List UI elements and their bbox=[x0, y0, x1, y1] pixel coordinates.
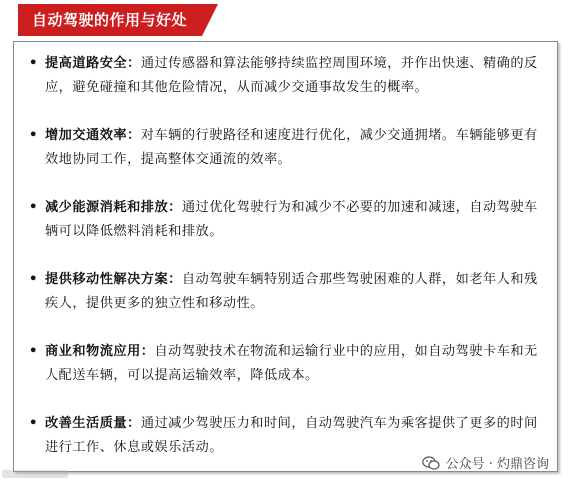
item-text: 自动驾驶车辆特别适合那些驾驶困难的人群，如老年人和残疾人，提供更多的独立性和移动性。 bbox=[45, 272, 538, 311]
item-text: 自动驾驶技术在物流和运输行业中的应用，如自动驾驶卡车和无人配送车辆，可以提高运输效率，降低成本。 bbox=[45, 344, 538, 383]
item-text: 对车辆的行驶路径和速度进行优化，减少交通拥堵。车辆能够更有效地协同工作，提高整体交通流的效率。 bbox=[45, 128, 538, 167]
list-item bbox=[14, 340, 557, 412]
item-title: 改善生活质量： bbox=[45, 416, 141, 431]
bullet-icon: • bbox=[29, 416, 38, 431]
bullet-icon: • bbox=[29, 200, 38, 215]
section-header bbox=[18, 4, 218, 36]
list-item bbox=[14, 52, 557, 124]
item-title: 增加交通效率： bbox=[45, 128, 141, 143]
item-text: 通过传感器和算法能够持续监控周围环境，并作出快速、精确的反应，避免碰撞和其他危险情况，从而减少交通事故发生的概率。 bbox=[45, 56, 538, 95]
bullet-icon: • bbox=[29, 344, 38, 359]
page-title: 自动驾驶的作用与好处 bbox=[32, 11, 188, 29]
item-text: 通过优化驾驶行为和减少不必要的加速和减速，自动驾驶车辆可以降低燃料消耗和排放。 bbox=[45, 200, 538, 239]
bullet-icon: • bbox=[29, 128, 38, 143]
wechat-icon bbox=[422, 456, 440, 470]
item-title: 提高道路安全： bbox=[45, 56, 141, 71]
item-title: 商业和物流应用： bbox=[45, 344, 155, 359]
list-item bbox=[14, 124, 557, 196]
list-item bbox=[14, 268, 557, 340]
watermark-text: 公众号 · 灼鼎咨询 bbox=[445, 457, 549, 472]
item-title: 提供移动性解决方案： bbox=[45, 272, 182, 287]
item-title: 减少能源消耗和排放： bbox=[45, 200, 182, 215]
bullet-icon: • bbox=[29, 56, 38, 71]
benefits-list bbox=[14, 52, 557, 482]
item-text: 通过减少驾驶压力和时间，自动驾驶汽车为乘客提供了更多的时间进行工作、休息或娱乐活动。 bbox=[45, 416, 538, 455]
corner-watermark bbox=[2, 468, 72, 480]
bullet-icon: • bbox=[29, 272, 38, 287]
content-box bbox=[13, 41, 558, 472]
watermark bbox=[422, 453, 549, 472]
list-item bbox=[14, 196, 557, 268]
